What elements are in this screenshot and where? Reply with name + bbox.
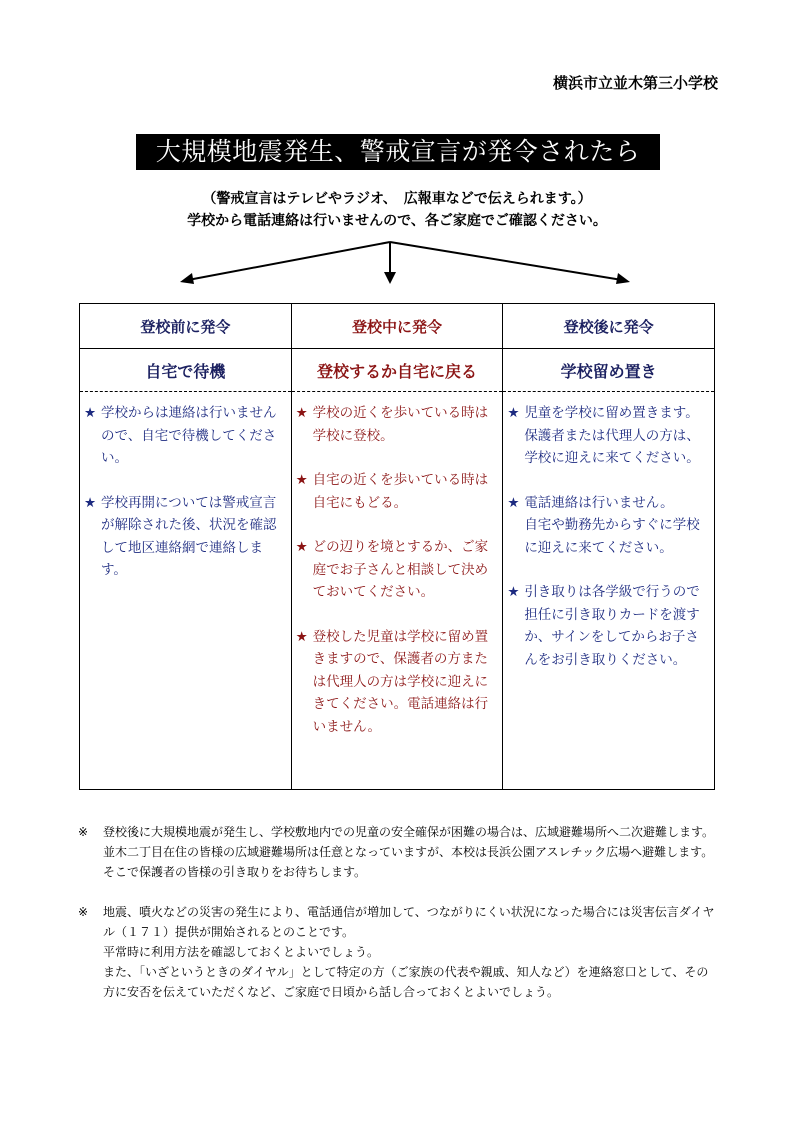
note-mark: ※ [78,825,89,839]
header-during-commute: 登校中に発令 [291,304,503,349]
right-arrowhead [616,273,630,284]
intro-line-2: 学校から電話連絡は行いませんので、各ご家庭でご確認ください。 [187,213,607,229]
action-school-or-home: 登校するか自宅に戻る [291,349,503,392]
intro-line-1: （警戒宣言はテレビやラジオ、 広報車などで伝えられます。） [202,191,592,207]
note-message-dial [78,902,718,1002]
list-item: ★ 電話連絡は行いません。 自宅や勤務先からすぐに学校に迎えに来てください。 [507,494,700,556]
note-text: 地震、噴火などの災害の発生により、電話通信が増加して、つながりにくい状況になった場合には災害伝言ダイヤル（１７１）提供が開始されるとのことです。 [103,905,715,939]
list-item: ★ 自宅の近くを歩いている時は自宅にもどる。 [295,472,489,511]
left-arrow-line [188,242,390,280]
details-row [80,392,715,790]
column-before-school [80,392,292,790]
note-text: 登校後に大規模地震が発生し、学校敷地内での児童の安全確保が困難の場合は、広域避難場所へ二次避難します。並木二丁目在住の皆様の広域避難場所は任意となっていますが、本校は長浜公園アスレチック広場へ避難します。そこで保護者の皆様の引き取りをお待ちします。 [103,825,715,879]
list-item: ★ どの辺りを境とするか、ご家庭でお子さんと相談して決めておいてください。 [295,539,489,600]
response-table [79,303,715,790]
list-item: ★ 学校の近くを歩いている時は学校に登校。 [295,405,489,444]
header-after-arrival: 登校後に発令 [503,304,715,349]
list-item: ★ 児童を学校に留め置きます。 保護者または代理人の方は、学校に迎えに来てください。 [507,405,700,466]
school-name: 横浜市立並木第三小学校 [552,74,718,92]
action-row [80,349,715,392]
page-title: 大規模地震発生、警戒宣言が発令されたら [136,134,660,170]
list-item: ★ 学校再開については警戒宣言が解除された後、状況を確認して地区連絡網で連絡します。 [84,494,277,578]
header-row [80,304,715,349]
center-arrowhead [384,272,396,284]
note-evacuation [78,822,718,882]
action-stay-school: 学校留め置き [503,349,715,392]
list-item: ★ 登校した児童は学校に留め置きますので、保護者の方または代理人の方は学校に迎えにきてください。電話連絡は行いません。 [295,628,489,735]
list-item: ★ 学校からは連絡は行いませんので、自宅で待機してください。 [84,405,277,466]
intro-text [0,188,794,232]
left-arrowhead [180,273,194,284]
note-text-2: 平常時に利用方法を確認しておくとよいでしょう。 [103,945,380,959]
column-after-arrival [503,392,715,790]
note-text-3: また、「いざというときのダイヤル」として特定の方（ご家族の代表や親戚、知人など）を連絡窓口として、その方に安否を伝えていただくなど、ご家庭で日頃から話し合っておくとよいでしょう。 [103,965,709,999]
list-item: ★ 引き取りは各学級で行うので担任に引き取りカードを渡すか、サインをしてからお子さんをお引き取りください。 [507,584,700,668]
action-wait-home: 自宅で待機 [80,349,292,392]
note-mark: ※ [78,905,89,919]
notes-section [78,822,718,1022]
column-during-commute [291,392,503,790]
header-before-school: 登校前に発令 [80,304,292,349]
branch-arrows-diagram [170,240,640,290]
right-arrow-line [390,242,622,280]
